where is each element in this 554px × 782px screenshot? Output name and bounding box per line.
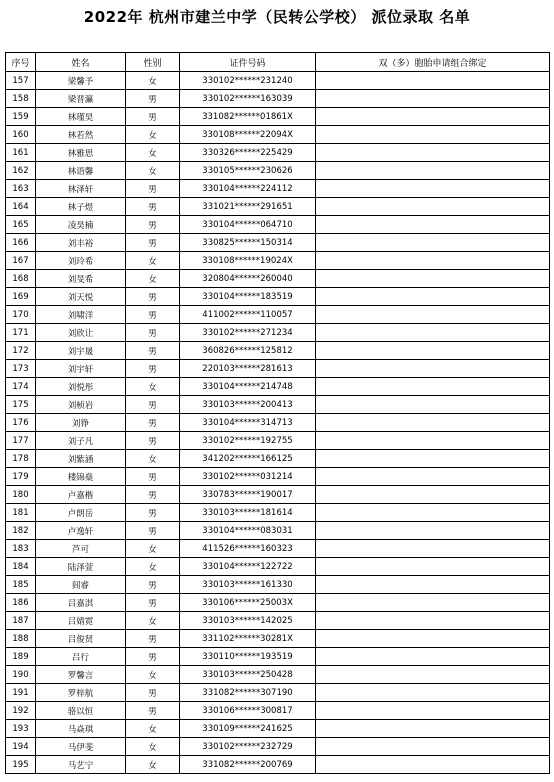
cell-gender: 女 <box>126 738 180 756</box>
cell-index: 169 <box>6 288 36 306</box>
cell-name: 梁馨予 <box>36 72 126 90</box>
cell-name: 刘欣让 <box>36 324 126 342</box>
cell-index: 176 <box>6 414 36 432</box>
cell-name: 骆以恒 <box>36 702 126 720</box>
cell-index: 186 <box>6 594 36 612</box>
cell-name: 林瑾昊 <box>36 108 126 126</box>
table-row <box>6 630 550 648</box>
table-row <box>6 108 550 126</box>
cell-id-number: 330102******192755 <box>180 432 316 450</box>
cell-gender: 女 <box>126 666 180 684</box>
table-row <box>6 252 550 270</box>
cell-gender: 男 <box>126 648 180 666</box>
cell-gender: 男 <box>126 630 180 648</box>
cell-name: 卢逸轩 <box>36 522 126 540</box>
cell-id-number: 330102******232729 <box>180 738 316 756</box>
admission-table <box>5 52 550 774</box>
cell-name: 刘宇轩 <box>36 360 126 378</box>
table-row <box>6 396 550 414</box>
cell-id-number: 330104******083031 <box>180 522 316 540</box>
cell-name: 梁晋瀛 <box>36 90 126 108</box>
table-row <box>6 522 550 540</box>
cell-id-number: 330825******150314 <box>180 234 316 252</box>
cell-index: 175 <box>6 396 36 414</box>
cell-index: 159 <box>6 108 36 126</box>
cell-twin-binding <box>316 270 550 288</box>
cell-gender: 男 <box>126 90 180 108</box>
cell-id-number: 330104******183519 <box>180 288 316 306</box>
cell-id-number: 330326******225429 <box>180 144 316 162</box>
table-row <box>6 270 550 288</box>
cell-id-number: 330104******224112 <box>180 180 316 198</box>
cell-gender: 男 <box>126 342 180 360</box>
cell-id-number: 330106******300817 <box>180 702 316 720</box>
cell-gender: 男 <box>126 702 180 720</box>
cell-twin-binding <box>316 738 550 756</box>
table-row <box>6 306 550 324</box>
cell-name: 马伊斐 <box>36 738 126 756</box>
cell-name: 卢嘉楷 <box>36 486 126 504</box>
cell-id-number: 330103******142025 <box>180 612 316 630</box>
cell-twin-binding <box>316 684 550 702</box>
header-name: 姓名 <box>36 53 126 72</box>
cell-gender: 女 <box>126 162 180 180</box>
table-row <box>6 612 550 630</box>
header-twin-binding: 双（多）胞胎申请组合绑定 <box>316 53 550 72</box>
cell-id-number: 330103******250428 <box>180 666 316 684</box>
header-gender: 性别 <box>126 53 180 72</box>
cell-name: 刘铮 <box>36 414 126 432</box>
cell-index: 167 <box>6 252 36 270</box>
cell-gender: 男 <box>126 288 180 306</box>
cell-gender: 女 <box>126 756 180 774</box>
cell-twin-binding <box>316 342 550 360</box>
cell-id-number: 360826******125812 <box>180 342 316 360</box>
cell-twin-binding <box>316 522 550 540</box>
cell-index: 188 <box>6 630 36 648</box>
table-row <box>6 90 550 108</box>
table-row <box>6 414 550 432</box>
cell-twin-binding <box>316 324 550 342</box>
cell-twin-binding <box>316 90 550 108</box>
table-row <box>6 378 550 396</box>
cell-index: 157 <box>6 72 36 90</box>
cell-name: 闾睿 <box>36 576 126 594</box>
cell-index: 180 <box>6 486 36 504</box>
cell-index: 160 <box>6 126 36 144</box>
cell-id-number: 411526******160323 <box>180 540 316 558</box>
cell-id-number: 331102******30281X <box>180 630 316 648</box>
cell-id-number: 330108******19024X <box>180 252 316 270</box>
cell-gender: 男 <box>126 396 180 414</box>
cell-name: 马焱琪 <box>36 720 126 738</box>
cell-twin-binding <box>316 360 550 378</box>
cell-twin-binding <box>316 414 550 432</box>
cell-id-number: 330105******230626 <box>180 162 316 180</box>
table-row <box>6 738 550 756</box>
cell-index: 191 <box>6 684 36 702</box>
cell-name: 刘旻希 <box>36 270 126 288</box>
cell-index: 173 <box>6 360 36 378</box>
cell-name: 刘啸洋 <box>36 306 126 324</box>
cell-name: 吕俊贤 <box>36 630 126 648</box>
cell-id-number: 330110******193519 <box>180 648 316 666</box>
cell-name: 刘子凡 <box>36 432 126 450</box>
cell-gender: 女 <box>126 612 180 630</box>
cell-id-number: 411002******110057 <box>180 306 316 324</box>
page-title: 2022年 杭州市建兰中学（民转公学校） 派位录取 名单 <box>83 8 471 26</box>
cell-gender: 男 <box>126 432 180 450</box>
cell-id-number: 331082******307190 <box>180 684 316 702</box>
cell-index: 184 <box>6 558 36 576</box>
cell-index: 170 <box>6 306 36 324</box>
cell-gender: 男 <box>126 198 180 216</box>
cell-gender: 男 <box>126 324 180 342</box>
cell-twin-binding <box>316 288 550 306</box>
cell-index: 189 <box>6 648 36 666</box>
cell-index: 165 <box>6 216 36 234</box>
cell-twin-binding <box>316 450 550 468</box>
table-row <box>6 684 550 702</box>
table-row <box>6 216 550 234</box>
cell-id-number: 330108******22094X <box>180 126 316 144</box>
cell-id-number: 330103******200413 <box>180 396 316 414</box>
table-row <box>6 576 550 594</box>
cell-name: 刘丰裕 <box>36 234 126 252</box>
cell-name: 马艺宁 <box>36 756 126 774</box>
cell-name: 罗梓航 <box>36 684 126 702</box>
table-row <box>6 162 550 180</box>
cell-name: 刘天悦 <box>36 288 126 306</box>
cell-id-number: 330104******064710 <box>180 216 316 234</box>
cell-twin-binding <box>316 108 550 126</box>
cell-twin-binding <box>316 666 550 684</box>
cell-gender: 男 <box>126 414 180 432</box>
cell-name: 林语馨 <box>36 162 126 180</box>
header-index: 序号 <box>6 53 36 72</box>
cell-name: 刘宇晟 <box>36 342 126 360</box>
cell-id-number: 330104******314713 <box>180 414 316 432</box>
cell-gender: 男 <box>126 594 180 612</box>
table-row <box>6 756 550 774</box>
table-row <box>6 234 550 252</box>
cell-name: 吕行 <box>36 648 126 666</box>
cell-twin-binding <box>316 180 550 198</box>
cell-twin-binding <box>316 162 550 180</box>
cell-id-number: 330102******031214 <box>180 468 316 486</box>
cell-id-number: 330103******161330 <box>180 576 316 594</box>
cell-gender: 男 <box>126 522 180 540</box>
cell-index: 185 <box>6 576 36 594</box>
cell-id-number: 330102******271234 <box>180 324 316 342</box>
cell-gender: 男 <box>126 684 180 702</box>
cell-id-number: 330102******163039 <box>180 90 316 108</box>
cell-gender: 男 <box>126 486 180 504</box>
cell-twin-binding <box>316 432 550 450</box>
cell-name: 吕嘉淇 <box>36 594 126 612</box>
cell-gender: 男 <box>126 216 180 234</box>
cell-twin-binding <box>316 576 550 594</box>
table-row <box>6 126 550 144</box>
cell-twin-binding <box>316 72 550 90</box>
cell-twin-binding <box>316 216 550 234</box>
cell-index: 171 <box>6 324 36 342</box>
cell-gender: 男 <box>126 468 180 486</box>
cell-id-number: 330783******190017 <box>180 486 316 504</box>
cell-twin-binding <box>316 756 550 774</box>
table-row <box>6 432 550 450</box>
cell-twin-binding <box>316 378 550 396</box>
cell-twin-binding <box>316 144 550 162</box>
cell-index: 158 <box>6 90 36 108</box>
cell-gender: 女 <box>126 126 180 144</box>
cell-name: 刘悦彤 <box>36 378 126 396</box>
cell-twin-binding <box>316 252 550 270</box>
table-row <box>6 720 550 738</box>
cell-id-number: 330104******122722 <box>180 558 316 576</box>
cell-name: 罗馨言 <box>36 666 126 684</box>
cell-gender: 女 <box>126 72 180 90</box>
cell-index: 187 <box>6 612 36 630</box>
table-row <box>6 450 550 468</box>
cell-name: 林泽轩 <box>36 180 126 198</box>
cell-twin-binding <box>316 234 550 252</box>
table-row <box>6 504 550 522</box>
cell-index: 181 <box>6 504 36 522</box>
cell-index: 166 <box>6 234 36 252</box>
table-row <box>6 558 550 576</box>
cell-gender: 男 <box>126 180 180 198</box>
cell-gender: 男 <box>126 234 180 252</box>
cell-index: 179 <box>6 468 36 486</box>
table-row <box>6 144 550 162</box>
cell-gender: 女 <box>126 540 180 558</box>
cell-twin-binding <box>316 702 550 720</box>
cell-gender: 女 <box>126 270 180 288</box>
table-row <box>6 72 550 90</box>
cell-twin-binding <box>316 594 550 612</box>
table-row <box>6 468 550 486</box>
cell-index: 183 <box>6 540 36 558</box>
cell-name: 刘桢岩 <box>36 396 126 414</box>
cell-name: 凌昊楠 <box>36 216 126 234</box>
cell-index: 163 <box>6 180 36 198</box>
cell-id-number: 331082******200769 <box>180 756 316 774</box>
cell-gender: 女 <box>126 720 180 738</box>
table-row <box>6 288 550 306</box>
cell-name: 林雅思 <box>36 144 126 162</box>
cell-index: 193 <box>6 720 36 738</box>
cell-index: 172 <box>6 342 36 360</box>
cell-twin-binding <box>316 720 550 738</box>
cell-name: 刘紫涵 <box>36 450 126 468</box>
cell-id-number: 331021******291651 <box>180 198 316 216</box>
cell-gender: 男 <box>126 108 180 126</box>
cell-index: 178 <box>6 450 36 468</box>
table-row <box>6 702 550 720</box>
cell-gender: 女 <box>126 144 180 162</box>
cell-twin-binding <box>316 198 550 216</box>
cell-id-number: 330103******181614 <box>180 504 316 522</box>
table-row <box>6 342 550 360</box>
cell-name: 吕婧霓 <box>36 612 126 630</box>
cell-index: 164 <box>6 198 36 216</box>
cell-name: 楼锦燊 <box>36 468 126 486</box>
table-row <box>6 324 550 342</box>
cell-name: 卢朗岳 <box>36 504 126 522</box>
cell-id-number: 320804******260040 <box>180 270 316 288</box>
cell-twin-binding <box>316 540 550 558</box>
cell-twin-binding <box>316 486 550 504</box>
table-row <box>6 486 550 504</box>
cell-index: 168 <box>6 270 36 288</box>
cell-twin-binding <box>316 396 550 414</box>
cell-gender: 男 <box>126 576 180 594</box>
table-row <box>6 180 550 198</box>
cell-gender: 男 <box>126 504 180 522</box>
cell-name: 林子煜 <box>36 198 126 216</box>
cell-gender: 男 <box>126 360 180 378</box>
cell-id-number: 330104******214748 <box>180 378 316 396</box>
header-id-number: 证件号码 <box>180 53 316 72</box>
table-header-row <box>6 53 550 72</box>
cell-gender: 女 <box>126 450 180 468</box>
cell-id-number: 341202******166125 <box>180 450 316 468</box>
cell-twin-binding <box>316 558 550 576</box>
cell-twin-binding <box>316 630 550 648</box>
cell-id-number: 331082******01861X <box>180 108 316 126</box>
cell-index: 195 <box>6 756 36 774</box>
cell-twin-binding <box>316 306 550 324</box>
cell-twin-binding <box>316 612 550 630</box>
cell-id-number: 330102******231240 <box>180 72 316 90</box>
table-row <box>6 666 550 684</box>
table-row <box>6 198 550 216</box>
cell-id-number: 330106******25003X <box>180 594 316 612</box>
cell-twin-binding <box>316 504 550 522</box>
cell-name: 芦可 <box>36 540 126 558</box>
table-row <box>6 648 550 666</box>
cell-gender: 女 <box>126 378 180 396</box>
cell-index: 161 <box>6 144 36 162</box>
cell-twin-binding <box>316 126 550 144</box>
cell-index: 194 <box>6 738 36 756</box>
cell-id-number: 220103******281613 <box>180 360 316 378</box>
cell-index: 192 <box>6 702 36 720</box>
table-row <box>6 540 550 558</box>
cell-gender: 女 <box>126 558 180 576</box>
cell-index: 162 <box>6 162 36 180</box>
cell-gender: 女 <box>126 252 180 270</box>
table-row <box>6 594 550 612</box>
cell-index: 182 <box>6 522 36 540</box>
cell-name: 陆泽萱 <box>36 558 126 576</box>
cell-name: 刘玲希 <box>36 252 126 270</box>
cell-twin-binding <box>316 468 550 486</box>
cell-id-number: 330109******241625 <box>180 720 316 738</box>
cell-gender: 男 <box>126 306 180 324</box>
cell-name: 林若然 <box>36 126 126 144</box>
table-row <box>6 360 550 378</box>
cell-twin-binding <box>316 648 550 666</box>
cell-index: 174 <box>6 378 36 396</box>
cell-index: 190 <box>6 666 36 684</box>
cell-index: 177 <box>6 432 36 450</box>
